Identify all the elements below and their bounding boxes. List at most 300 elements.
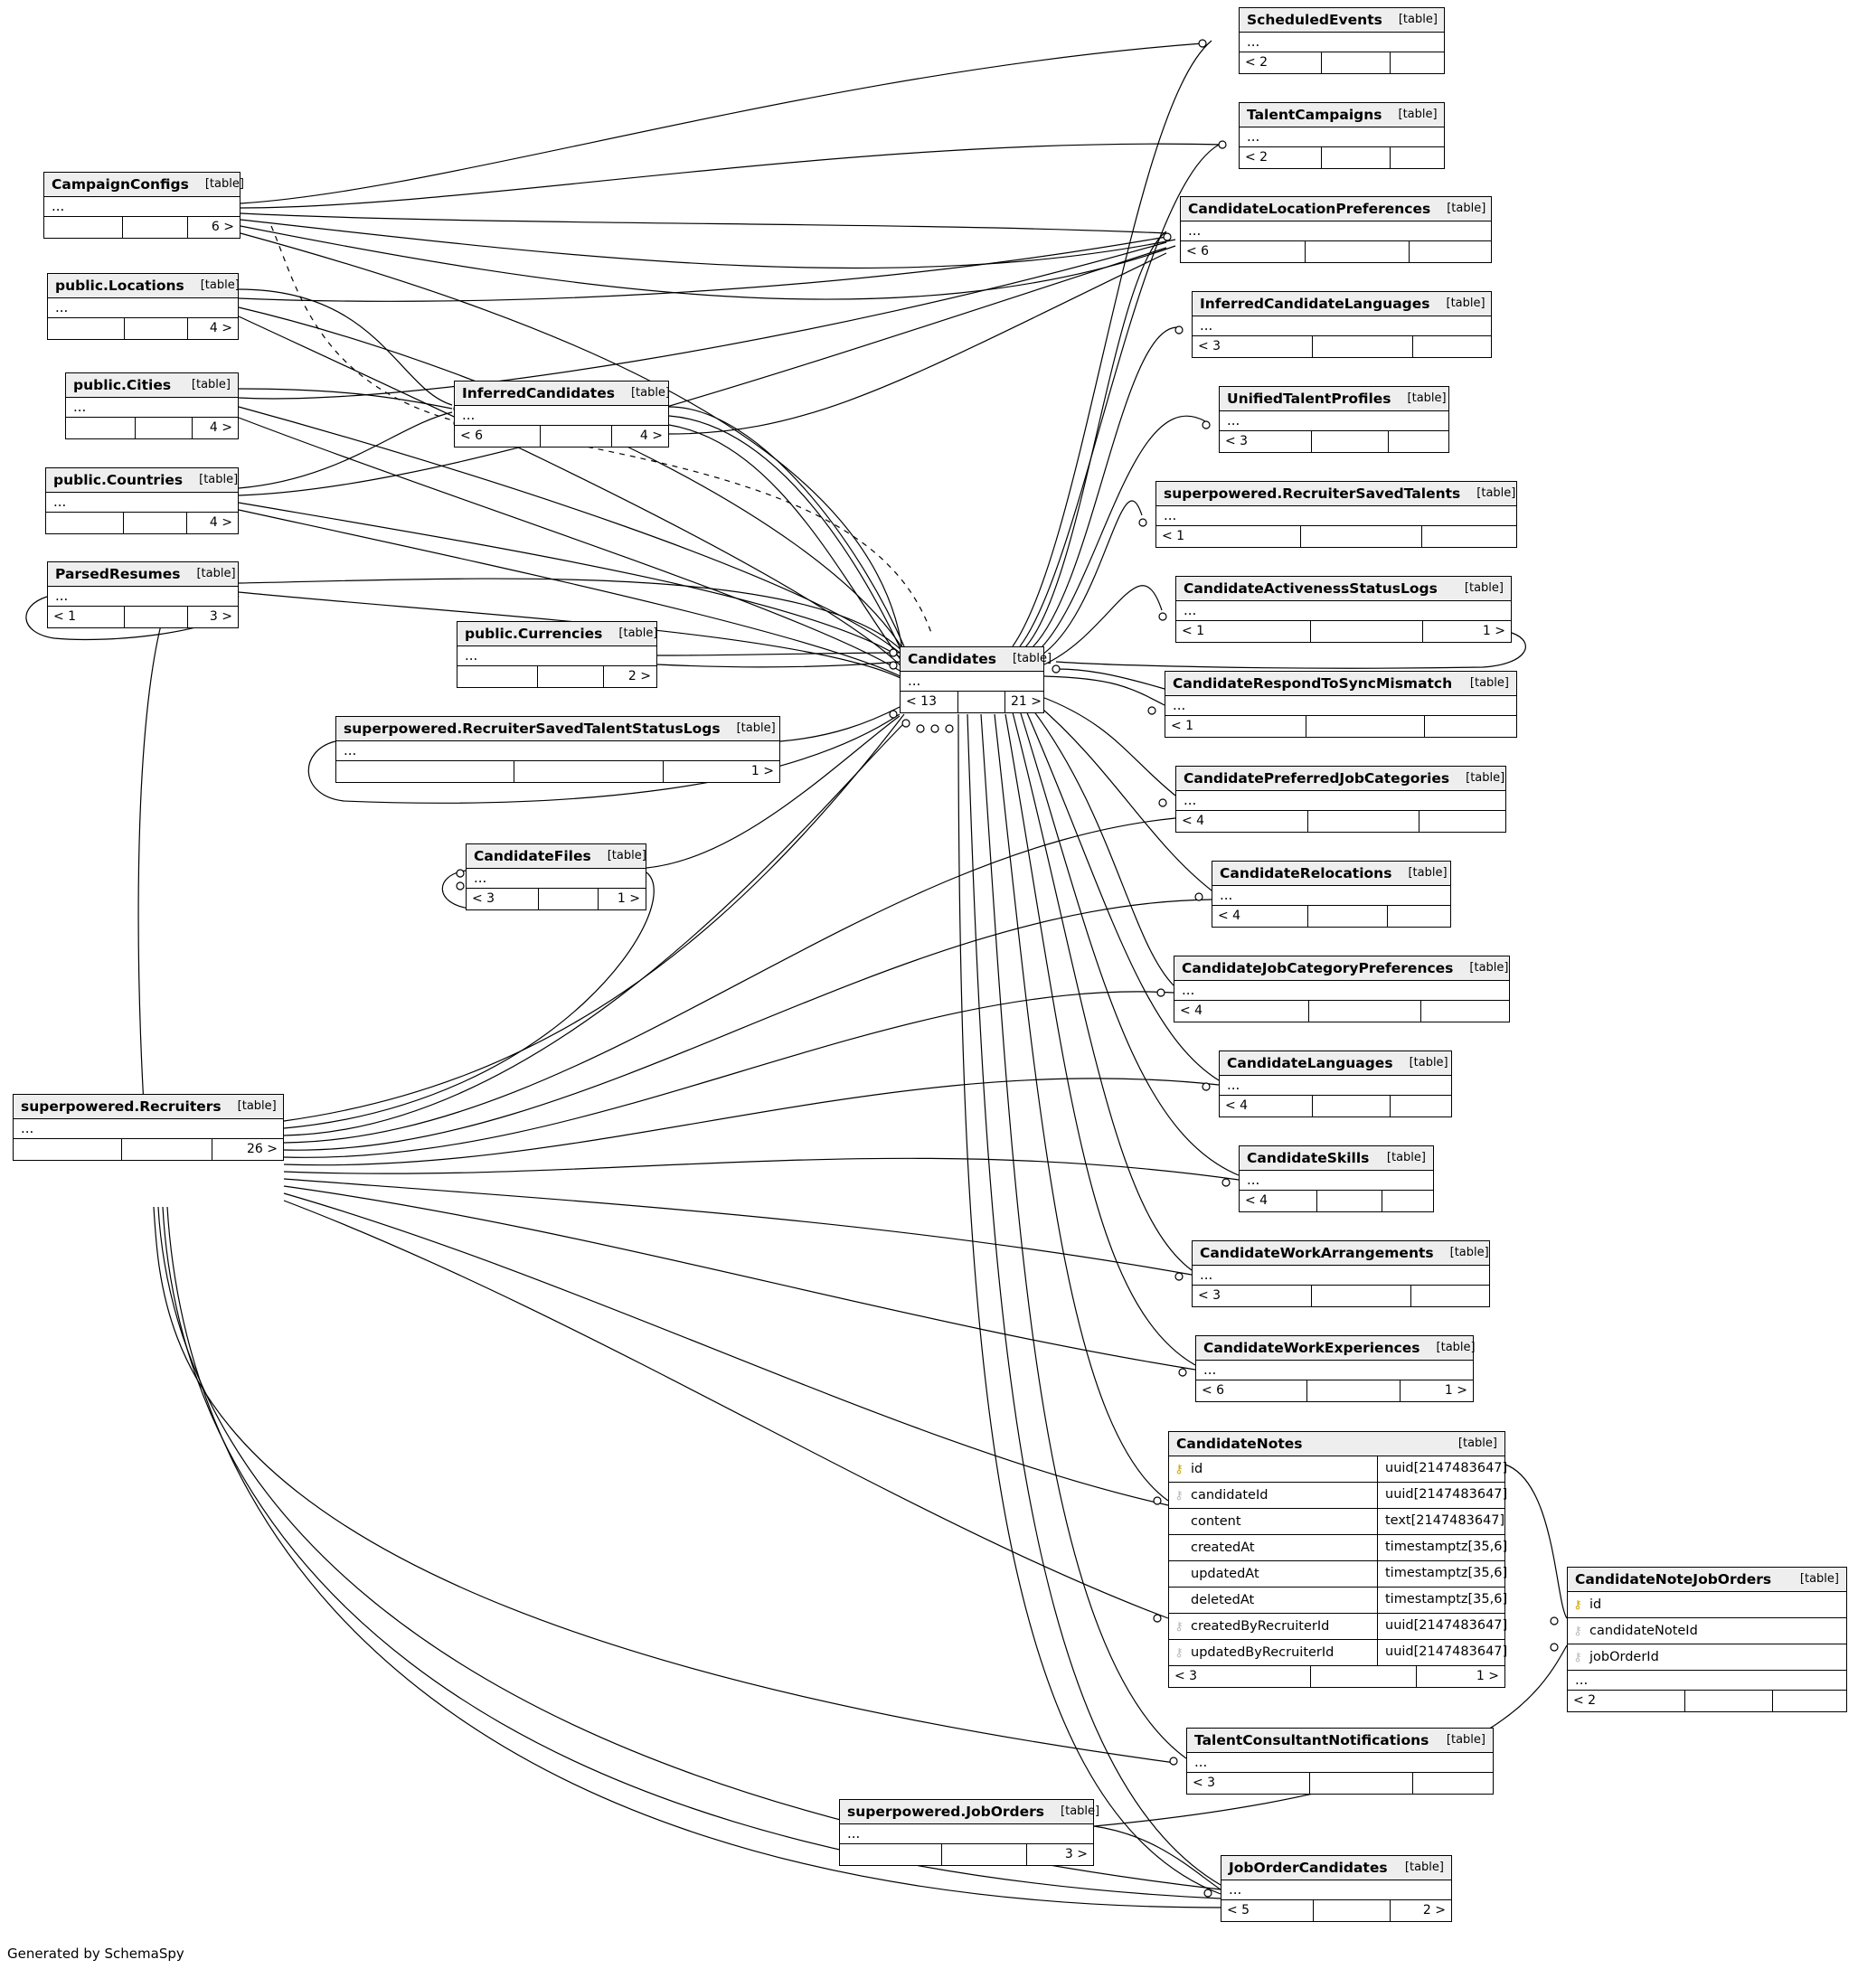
incoming-relationship-count: < 2 <box>1240 52 1322 73</box>
table-tag: [table] <box>1466 771 1505 785</box>
table-column-row <box>1568 1592 1846 1618</box>
table-column-row <box>1169 1456 1508 1483</box>
table-tag: [table] <box>1446 1733 1485 1747</box>
table-header <box>1240 1146 1433 1171</box>
table-columns-collapsed: ... <box>1240 127 1444 147</box>
table-header <box>336 717 779 741</box>
table-footer <box>1187 1773 1493 1794</box>
primary-key-icon: ⚷ <box>1573 1597 1582 1612</box>
table-header <box>1193 1241 1489 1266</box>
outgoing-relationship-count: 4 > <box>209 420 232 435</box>
foreign-key-icon: ⚷ <box>1573 1624 1582 1638</box>
incoming-relationship-count: < 6 <box>1196 1380 1307 1401</box>
table-columns-collapsed: ... <box>1187 1753 1493 1773</box>
table-name: Candidates <box>908 650 996 667</box>
table-footer <box>48 318 238 339</box>
table-header <box>467 844 646 869</box>
table-node[interactable] <box>47 561 239 628</box>
column-name: createdAt <box>1191 1540 1255 1555</box>
table-tag: [table] <box>237 1099 277 1113</box>
table-header <box>46 468 238 493</box>
incoming-relationship-count <box>66 418 136 438</box>
table-footer <box>467 889 646 909</box>
incoming-relationship-count: < 3 <box>1193 1286 1312 1306</box>
schemaspy-credit: Generated by SchemaSpy <box>7 1946 184 1962</box>
incoming-relationship-count: < 5 <box>1221 1900 1314 1921</box>
footer-spacer <box>1311 621 1423 642</box>
table-tag: [table] <box>1398 13 1438 26</box>
table-footer <box>1220 431 1448 452</box>
table-name: CandidateRespondToSyncMismatch <box>1173 674 1453 692</box>
table-footer <box>1176 621 1511 642</box>
table-tag: [table] <box>1447 202 1486 215</box>
foreign-key-icon: ⚷ <box>1174 1488 1184 1503</box>
footer-spacer <box>1311 1666 1417 1687</box>
table-columns-collapsed: ... <box>1196 1361 1473 1380</box>
table-node[interactable] <box>1239 102 1445 169</box>
table-footer <box>1240 1191 1433 1211</box>
incoming-relationship-count: < 1 <box>48 607 125 627</box>
table-node[interactable] <box>1212 861 1451 928</box>
footer-spacer <box>122 1139 212 1160</box>
table-footer <box>901 692 1043 712</box>
table-header <box>1174 956 1509 981</box>
outgoing-relationship-count: 2 > <box>627 669 651 683</box>
table-header <box>48 274 238 298</box>
table-name: CandidateRelocations <box>1220 864 1392 881</box>
footer-spacer <box>1306 716 1425 737</box>
table-columns-collapsed: ... <box>1240 33 1444 52</box>
footer-spacer <box>125 318 188 339</box>
table-name: CandidateNotes <box>1176 1435 1303 1452</box>
column-name: jobOrderId <box>1589 1650 1659 1664</box>
table-tag: [table] <box>1449 1246 1489 1259</box>
table-node[interactable] <box>1219 386 1449 453</box>
table-name: InferredCandidateLanguages <box>1200 295 1430 312</box>
table-name: public.Cities <box>73 376 172 393</box>
incoming-relationship-count: < 2 <box>1240 147 1322 168</box>
table-footer <box>1240 52 1444 73</box>
table-name: TalentCampaigns <box>1247 106 1382 123</box>
table-footer <box>336 761 779 782</box>
outgoing-relationship-count: 4 > <box>639 429 663 443</box>
table-name: JobOrderCandidates <box>1229 1859 1388 1876</box>
table-column-row <box>1169 1509 1504 1535</box>
incoming-relationship-count: < 4 <box>1220 1096 1313 1116</box>
table-name: CandidateWorkArrangements <box>1200 1244 1434 1261</box>
footer-spacer <box>1308 811 1419 832</box>
foreign-key-icon: ⚷ <box>1174 1619 1184 1634</box>
table-tag: [table] <box>630 386 671 400</box>
column-name: id <box>1191 1462 1203 1476</box>
footer-spacer <box>1312 431 1389 452</box>
table-name: CandidateWorkExperiences <box>1203 1339 1420 1356</box>
table-node[interactable] <box>1180 196 1492 263</box>
table-node[interactable] <box>1155 481 1517 548</box>
table-tag: [table] <box>200 278 240 292</box>
table-node[interactable] <box>457 621 657 688</box>
outgoing-relationship-count: 2 > <box>1422 1903 1446 1917</box>
table-tag: [table] <box>1404 1861 1444 1874</box>
table-node[interactable] <box>65 372 239 439</box>
table-tag: [table] <box>196 567 236 580</box>
incoming-relationship-count: < 13 <box>901 692 958 712</box>
table-columns-collapsed: ... <box>1240 1171 1433 1191</box>
table-columns-collapsed: ... <box>1176 791 1505 811</box>
table-tag: [table] <box>1386 1151 1426 1164</box>
footer-spacer <box>1308 906 1388 927</box>
table-footer <box>1196 1380 1473 1401</box>
outgoing-relationship-count: 26 > <box>247 1142 278 1156</box>
table-name: CandidateLocationPreferences <box>1188 200 1431 217</box>
table-columns-collapsed: ... <box>467 869 646 889</box>
column-type: timestamptz[35,6] <box>1377 1588 1504 1613</box>
incoming-relationship-count <box>48 318 125 339</box>
table-columns-collapsed: ... <box>1174 981 1509 1001</box>
table-columns-collapsed: ... <box>48 298 238 318</box>
column-name: deletedAt <box>1191 1593 1255 1607</box>
outgoing-relationship-count <box>1391 52 1444 73</box>
table-header <box>66 373 238 398</box>
table-tag: [table] <box>1061 1804 1100 1818</box>
table-node[interactable] <box>1239 7 1445 74</box>
table-column-row <box>1568 1618 1846 1644</box>
outgoing-relationship-count: 6 > <box>211 220 234 234</box>
table-columns-collapsed: ... <box>840 1824 1093 1844</box>
table-name: CandidateLanguages <box>1227 1054 1393 1071</box>
column-type: timestamptz[35,6] <box>1377 1561 1504 1587</box>
footer-spacer <box>1312 1286 1411 1306</box>
table-columns-collapsed: ... <box>44 197 240 217</box>
table-name: superpowered.Recruiters <box>21 1098 222 1115</box>
incoming-relationship-count: < 3 <box>1169 1666 1311 1687</box>
table-tag: [table] <box>1408 866 1448 880</box>
incoming-relationship-count: < 6 <box>455 426 541 447</box>
incoming-relationship-count: < 1 <box>1176 621 1311 642</box>
table-columns-collapsed: ... <box>46 493 238 513</box>
footer-spacer <box>1310 1773 1413 1794</box>
table-node[interactable] <box>1195 1335 1474 1402</box>
incoming-relationship-count: < 3 <box>467 889 539 909</box>
table-node[interactable] <box>1239 1145 1434 1212</box>
column-type: text[2147483647] <box>1377 1509 1504 1534</box>
footer-spacer <box>1306 241 1410 262</box>
footer-spacer <box>1307 1380 1401 1401</box>
footer-spacer <box>1317 1191 1382 1211</box>
table-tag: [table] <box>1446 297 1485 310</box>
footer-spacer <box>136 418 193 438</box>
column-type: uuid[2147483647] <box>1377 1456 1504 1482</box>
incoming-relationship-count: < 3 <box>1193 336 1313 357</box>
table-footer <box>1156 526 1516 547</box>
table-name: InferredCandidates <box>462 384 615 401</box>
table-columns-collapsed: ... <box>14 1119 283 1139</box>
foreign-key-icon: ⚷ <box>1573 1650 1582 1664</box>
table-name: superpowered.JobOrders <box>847 1803 1045 1820</box>
table-header <box>457 622 656 646</box>
table-tag: [table] <box>191 378 231 391</box>
table-columns-collapsed: ... <box>1220 1076 1451 1096</box>
column-type: timestamptz[35,6] <box>1377 1535 1504 1560</box>
table-columns-collapsed: ... <box>1181 221 1491 241</box>
table-footer <box>840 1844 1093 1865</box>
footer-spacer <box>1313 336 1413 357</box>
footer-spacer <box>123 217 188 238</box>
table-node[interactable] <box>1186 1728 1494 1795</box>
table-tag: [table] <box>1407 391 1447 405</box>
table-name: CandidateJobCategoryPreferences <box>1182 959 1454 976</box>
incoming-relationship-count <box>840 1844 942 1865</box>
table-columns-collapsed: ... <box>455 406 668 426</box>
column-type: uuid[2147483647] <box>1377 1483 1504 1508</box>
table-node[interactable] <box>45 467 239 534</box>
footer-spacer <box>124 513 187 533</box>
table-footer <box>1169 1666 1504 1687</box>
incoming-relationship-count <box>336 761 514 782</box>
column-name: id <box>1589 1597 1602 1612</box>
outgoing-relationship-count: 3 > <box>1064 1847 1088 1861</box>
table-footer <box>1568 1691 1846 1711</box>
column-name: content <box>1191 1514 1241 1529</box>
incoming-relationship-count: < 4 <box>1240 1191 1317 1211</box>
table-footer <box>1221 1900 1451 1921</box>
column-type: uuid[2147483647] <box>1377 1640 1504 1665</box>
table-tag: [table] <box>1469 961 1509 975</box>
table-header <box>1176 767 1505 791</box>
footer-spacer <box>1309 1001 1421 1022</box>
outgoing-relationship-count <box>1389 431 1448 452</box>
table-header <box>1240 8 1444 33</box>
table-node[interactable] <box>43 172 244 239</box>
table-node[interactable] <box>1165 671 1517 738</box>
outgoing-relationship-count <box>1411 1286 1489 1306</box>
outgoing-relationship-count <box>1422 526 1516 547</box>
table-header <box>1196 1336 1476 1361</box>
outgoing-relationship-count <box>1382 1191 1433 1211</box>
incoming-relationship-count: < 1 <box>1156 526 1301 547</box>
footer-spacer <box>125 607 188 627</box>
table-columns-collapsed: ... <box>457 646 656 666</box>
table-columns-collapsed: ... <box>1221 1880 1451 1900</box>
outgoing-relationship-count: 3 > <box>209 609 232 624</box>
table-header <box>1568 1568 1846 1592</box>
table-columns-collapsed: ... <box>1156 506 1516 526</box>
outgoing-relationship-count: 1 > <box>617 891 640 906</box>
table-footer <box>455 426 668 447</box>
table-columns-collapsed: ... <box>1165 696 1516 716</box>
outgoing-relationship-count: 4 > <box>209 515 232 530</box>
outgoing-relationship-count: 4 > <box>209 321 232 335</box>
incoming-relationship-count: < 3 <box>1187 1773 1310 1794</box>
column-name: candidateId <box>1191 1488 1269 1503</box>
table-tag: [table] <box>204 177 244 191</box>
table-name: CampaignConfigs <box>52 175 189 193</box>
footer-spacer <box>1322 147 1391 168</box>
table-node[interactable] <box>1168 1431 1508 1688</box>
foreign-key-icon: ⚷ <box>1174 1645 1184 1660</box>
table-footer <box>1240 147 1444 168</box>
column-name: candidateNoteId <box>1589 1624 1698 1638</box>
outgoing-relationship-count: 1 > <box>1444 1383 1467 1398</box>
table-column-row <box>1169 1561 1508 1588</box>
table-header <box>1193 292 1491 316</box>
table-node[interactable] <box>454 381 669 448</box>
table-header <box>14 1095 283 1119</box>
table-column-row <box>1169 1640 1508 1666</box>
table-node[interactable] <box>1567 1567 1847 1712</box>
table-node[interactable] <box>13 1094 284 1161</box>
outgoing-relationship-count <box>1419 811 1505 832</box>
incoming-relationship-count <box>457 666 538 687</box>
column-name: createdByRecruiterId <box>1191 1619 1330 1634</box>
table-name: CandidatePreferredJobCategories <box>1184 769 1450 787</box>
table-tag: [table] <box>199 473 239 486</box>
outgoing-relationship-count <box>1391 147 1444 168</box>
table-footer <box>48 607 238 627</box>
table-columns-collapsed: ... <box>901 672 1043 692</box>
table-columns-collapsed: ... <box>1193 1266 1489 1286</box>
outgoing-relationship-count: 1 > <box>1476 1669 1499 1683</box>
table-header <box>840 1800 1100 1824</box>
table-footer <box>66 418 238 438</box>
table-columns-collapsed: ... <box>1176 601 1511 621</box>
table-node[interactable] <box>839 1799 1100 1866</box>
footer-spacer <box>541 426 612 447</box>
table-footer <box>1174 1001 1509 1022</box>
table-footer <box>1220 1096 1451 1116</box>
footer-spacer <box>942 1844 1027 1865</box>
outgoing-relationship-count <box>1773 1691 1846 1711</box>
table-column-row <box>1169 1535 1508 1561</box>
outgoing-relationship-count <box>1413 336 1491 357</box>
table-footer <box>46 513 238 533</box>
table-tag: [table] <box>1398 108 1438 121</box>
table-tag: [table] <box>1012 652 1052 665</box>
table-header <box>455 382 671 406</box>
incoming-relationship-count: < 4 <box>1212 906 1308 927</box>
table-header <box>1187 1729 1493 1753</box>
table-name: ScheduledEvents <box>1247 11 1382 28</box>
table-header <box>1156 482 1516 506</box>
table-header <box>1221 1856 1451 1880</box>
table-header <box>1220 1051 1451 1076</box>
table-footer <box>457 666 656 687</box>
table-name: superpowered.RecruiterSavedTalents <box>1164 485 1461 502</box>
column-type: uuid[2147483647] <box>1377 1614 1504 1639</box>
footer-spacer <box>1301 526 1422 547</box>
outgoing-relationship-count <box>1421 1001 1509 1022</box>
table-tag: [table] <box>1469 676 1509 690</box>
table-column-row <box>1169 1483 1508 1509</box>
table-footer <box>1193 336 1491 357</box>
table-tag: [table] <box>1799 1572 1839 1586</box>
table-footer <box>1212 906 1450 927</box>
table-name: TalentConsultantNotifications <box>1194 1731 1429 1748</box>
outgoing-relationship-count <box>1391 1096 1451 1116</box>
table-columns-collapsed: ... <box>66 398 238 418</box>
incoming-relationship-count: < 2 <box>1568 1691 1685 1711</box>
outgoing-relationship-count <box>1388 906 1450 927</box>
table-tag: [table] <box>1476 486 1516 500</box>
incoming-relationship-count: < 3 <box>1220 431 1312 452</box>
table-node[interactable] <box>1192 1240 1490 1307</box>
outgoing-relationship-count <box>1425 716 1516 737</box>
incoming-relationship-count: < 4 <box>1176 811 1308 832</box>
table-header <box>48 562 238 587</box>
footer-spacer <box>958 692 1005 712</box>
primary-key-icon: ⚷ <box>1174 1462 1184 1476</box>
table-name: CandidateNoteJobOrders <box>1575 1570 1772 1588</box>
table-node[interactable] <box>900 646 1052 713</box>
footer-spacer <box>1314 1900 1391 1921</box>
table-footer <box>1181 241 1491 262</box>
table-tag: [table] <box>1457 1437 1497 1450</box>
table-columns-collapsed: ... <box>1220 411 1448 431</box>
table-node[interactable] <box>1175 766 1506 833</box>
table-name: ParsedResumes <box>55 565 181 582</box>
incoming-relationship-count <box>44 217 123 238</box>
column-name: updatedAt <box>1191 1567 1259 1581</box>
table-name: public.Locations <box>55 277 184 294</box>
footer-spacer <box>1322 52 1391 73</box>
table-node[interactable] <box>47 273 239 340</box>
table-name: UnifiedTalentProfiles <box>1227 390 1391 407</box>
table-header <box>44 173 244 197</box>
table-tag: [table] <box>1464 581 1504 595</box>
table-footer <box>14 1139 283 1160</box>
footer-spacer <box>538 666 604 687</box>
table-name: CandidateActivenessStatusLogs <box>1184 579 1438 597</box>
outgoing-relationship-count: 21 > <box>1011 694 1042 709</box>
table-name: public.Countries <box>53 471 184 488</box>
outgoing-relationship-count: 1 > <box>750 764 774 778</box>
table-footer <box>1176 811 1505 832</box>
table-node[interactable] <box>1175 576 1512 643</box>
table-header <box>1220 387 1448 411</box>
table-name: public.Currencies <box>465 625 603 642</box>
table-header <box>1169 1432 1504 1456</box>
table-node[interactable] <box>1219 1051 1452 1117</box>
outgoing-relationship-count <box>1410 241 1491 262</box>
table-node[interactable] <box>1174 956 1510 1022</box>
table-header <box>1165 672 1516 696</box>
column-name: updatedByRecruiterId <box>1191 1645 1335 1660</box>
incoming-relationship-count: < 6 <box>1181 241 1306 262</box>
table-node[interactable] <box>466 843 646 910</box>
table-columns-collapsed: ... <box>48 587 238 607</box>
table-name: CandidateSkills <box>1247 1149 1370 1166</box>
table-name: superpowered.RecruiterSavedTalentStatusLogs <box>344 720 721 737</box>
incoming-relationship-count <box>46 513 124 533</box>
table-tag: [table] <box>1436 1341 1476 1354</box>
outgoing-relationship-count <box>1413 1773 1493 1794</box>
incoming-relationship-count <box>14 1139 122 1160</box>
footer-spacer <box>1685 1691 1773 1711</box>
table-tag: [table] <box>736 721 776 735</box>
table-footer <box>1193 1286 1489 1306</box>
table-header <box>901 647 1052 672</box>
table-node[interactable] <box>1221 1855 1452 1922</box>
table-column-row <box>1169 1614 1508 1640</box>
table-columns-collapsed: ... <box>1212 886 1450 906</box>
table-header <box>1176 577 1511 601</box>
table-node[interactable] <box>335 716 780 783</box>
table-header <box>1212 862 1450 886</box>
table-node[interactable] <box>1192 291 1492 358</box>
table-column-row <box>1568 1644 1846 1671</box>
table-columns-collapsed: ... <box>1568 1671 1846 1691</box>
table-tag: [table] <box>1409 1056 1448 1069</box>
